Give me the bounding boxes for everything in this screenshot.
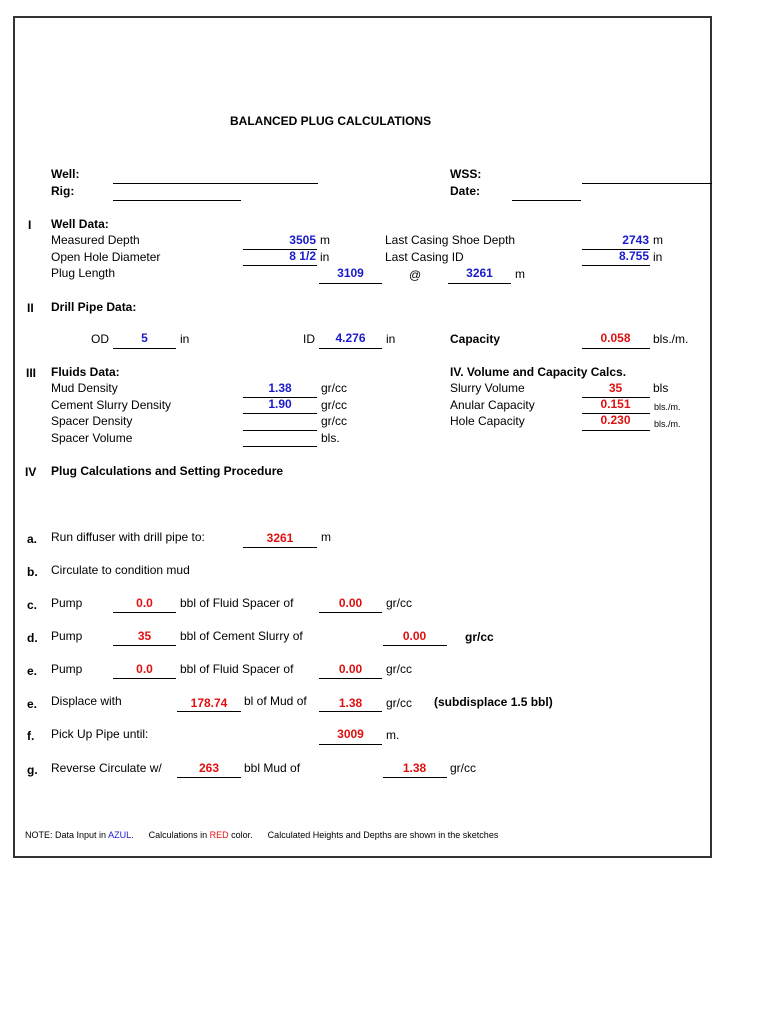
cement-density-unit: gr/cc	[321, 398, 348, 412]
step-d-value2: 0.00	[402, 629, 427, 643]
underline	[113, 645, 176, 646]
step-f-unit: m.	[386, 728, 400, 742]
section-title-drill-pipe: Drill Pipe Data:	[51, 300, 137, 314]
step-e1-value2: 0.00	[338, 662, 363, 676]
step-letter: c.	[27, 598, 38, 612]
cement-density-value[interactable]: 1.90	[268, 397, 292, 411]
step-e1-text: Pump	[51, 662, 83, 676]
underline	[243, 413, 317, 414]
step-a-unit: m	[321, 530, 331, 544]
rig-label: Rig:	[51, 184, 75, 198]
underline	[113, 612, 176, 613]
step-e2-value: 178.74	[190, 696, 228, 710]
step-letter: e.	[27, 664, 38, 678]
section-title-fluids: Fluids Data:	[51, 365, 120, 379]
last-id-value[interactable]: 8.755	[618, 249, 649, 263]
section-number: I	[28, 218, 32, 232]
underline	[113, 678, 176, 679]
underline	[319, 612, 382, 613]
underline	[582, 265, 650, 266]
underline	[582, 430, 650, 431]
slurry-volume-unit: bls	[653, 381, 669, 395]
step-c-text2: bbl of Fluid Spacer of	[180, 596, 294, 610]
underline	[243, 547, 317, 548]
step-g-value: 263	[198, 761, 220, 775]
underline	[582, 348, 650, 349]
section-number: IV	[25, 465, 37, 479]
step-letter: b.	[27, 565, 38, 579]
wss-field[interactable]	[582, 183, 712, 184]
underline	[177, 711, 241, 712]
spacer-volume-field[interactable]	[243, 446, 317, 447]
step-letter: a.	[27, 532, 38, 546]
underline	[319, 744, 382, 745]
wss-label: WSS:	[450, 167, 482, 181]
plug-at-unit: m	[515, 267, 525, 281]
step-e2-note: (subdisplace 1.5 bbl)	[434, 695, 553, 709]
underline	[243, 265, 317, 266]
open-hole-unit: in	[320, 250, 330, 264]
step-d-unit: gr/cc	[465, 630, 494, 644]
capacity-value: 0.058	[600, 331, 631, 345]
step-e1-value: 0.0	[136, 662, 153, 676]
step-d-value: 35	[137, 629, 152, 643]
step-c-value2: 0.00	[338, 596, 363, 610]
plug-length-value[interactable]: 3109	[337, 266, 364, 280]
last-shoe-label: Last Casing Shoe Depth	[385, 233, 516, 247]
spacer-density-label: Spacer Density	[51, 414, 133, 428]
slurry-volume-value: 35	[608, 381, 623, 395]
section-title-volume-calcs: IV. Volume and Capacity Calcs.	[450, 365, 627, 379]
step-c-text: Pump	[51, 596, 83, 610]
step-e1-text2: bbl of Fluid Spacer of	[180, 662, 294, 676]
note-prefix: NOTE: Data Input in	[25, 830, 107, 840]
rig-field[interactable]	[113, 200, 241, 201]
step-g-value2: 1.38	[402, 761, 427, 775]
underline	[319, 711, 382, 712]
spacer-volume-label: Spacer Volume	[51, 431, 133, 445]
anular-capacity-value: 0.151	[600, 397, 631, 411]
plug-length-label: Plug Length	[51, 266, 116, 280]
spacer-volume-unit: bls.	[321, 431, 340, 445]
underline	[319, 678, 382, 679]
measured-depth-value[interactable]: 3505	[289, 233, 316, 247]
step-c-value: 0.0	[136, 596, 153, 610]
capacity-unit: bls./m.	[653, 332, 689, 346]
hole-capacity-unit: bls./m.	[654, 419, 681, 429]
anular-capacity-label: Anular Capacity	[450, 398, 535, 412]
cement-density-label: Cement Slurry Density	[51, 398, 172, 412]
step-e1-unit: gr/cc	[386, 662, 413, 676]
id-label: ID	[303, 332, 315, 346]
hole-capacity-value: 0.230	[600, 413, 631, 427]
step-c-unit: gr/cc	[386, 596, 413, 610]
note-red: RED	[209, 830, 229, 840]
measured-depth-label: Measured Depth	[51, 233, 140, 247]
step-e2-value2: 1.38	[338, 696, 363, 710]
step-g-text: Reverse Circulate w/	[51, 761, 162, 775]
last-shoe-unit: m	[653, 233, 663, 247]
underline	[383, 645, 447, 646]
step-a-text: Run diffuser with drill pipe to:	[51, 530, 205, 544]
at-symbol: @	[409, 268, 422, 282]
od-unit: in	[180, 332, 190, 346]
underline	[383, 777, 447, 778]
open-hole-label: Open Hole Diameter	[51, 250, 161, 264]
step-f-value: 3009	[337, 727, 364, 741]
section-number: III	[26, 366, 37, 380]
slurry-volume-label: Slurry Volume	[450, 381, 525, 395]
note-azul: AZUL	[108, 830, 132, 840]
step-d-text2: bbl of Cement Slurry of	[180, 629, 303, 643]
od-value[interactable]: 5	[141, 331, 148, 345]
step-f-text: Pick Up Pipe until:	[51, 727, 149, 741]
step-e2-unit: gr/cc	[386, 696, 413, 710]
step-letter: d.	[27, 631, 38, 645]
underline	[319, 348, 382, 349]
step-a-value: 3261	[266, 531, 294, 545]
last-id-unit: in	[653, 250, 663, 264]
spacer-density-unit: gr/cc	[321, 414, 348, 428]
section-title-well-data: Well Data:	[51, 217, 109, 231]
step-letter: e.	[27, 697, 38, 711]
underline	[319, 283, 382, 284]
spacer-density-field[interactable]	[243, 430, 317, 431]
step-letter: g.	[27, 763, 38, 777]
underline	[177, 777, 241, 778]
capacity-label: Capacity	[450, 332, 501, 346]
last-shoe-value[interactable]: 2743	[622, 233, 649, 247]
plug-at-value[interactable]: 3261	[466, 266, 493, 280]
step-g-unit: gr/cc	[450, 761, 477, 775]
step-letter: f.	[27, 729, 35, 743]
step-d-text: Pump	[51, 629, 83, 643]
hole-capacity-label: Hole Capacity	[450, 414, 525, 428]
date-field[interactable]	[512, 200, 581, 201]
anular-capacity-unit: bls./m.	[654, 402, 681, 412]
id-unit: in	[386, 332, 396, 346]
step-b-text: Circulate to condition mud	[51, 563, 190, 577]
date-label: Date:	[450, 184, 481, 198]
id-value[interactable]: 4.276	[335, 331, 366, 345]
step-g-text2: bbl Mud of	[244, 761, 301, 775]
od-label: OD	[91, 332, 109, 346]
well-label: Well:	[51, 167, 80, 181]
step-e2-text2: bl of Mud of	[244, 694, 307, 708]
measured-depth-unit: m	[320, 233, 330, 247]
section-title-procedure: Plug Calculations and Setting Procedure	[51, 464, 284, 478]
mud-density-value[interactable]: 1.38	[268, 381, 292, 395]
underline	[113, 348, 176, 349]
note-suffix: color. Calculated Heights and Depths are shown in the sketches	[231, 830, 499, 840]
mud-density-label: Mud Density	[51, 381, 118, 395]
well-field[interactable]	[113, 183, 318, 184]
mud-density-unit: gr/cc	[321, 381, 348, 395]
step-e2-text: Displace with	[51, 694, 122, 708]
underline	[448, 283, 511, 284]
last-id-label: Last Casing ID	[385, 250, 464, 264]
open-hole-value[interactable]: 8 1/2	[289, 249, 316, 263]
section-number: II	[27, 301, 34, 315]
note-mid: . Calculations in	[131, 830, 208, 840]
footnote	[25, 828, 498, 842]
page-title: BALANCED PLUG CALCULATIONS	[230, 114, 432, 128]
